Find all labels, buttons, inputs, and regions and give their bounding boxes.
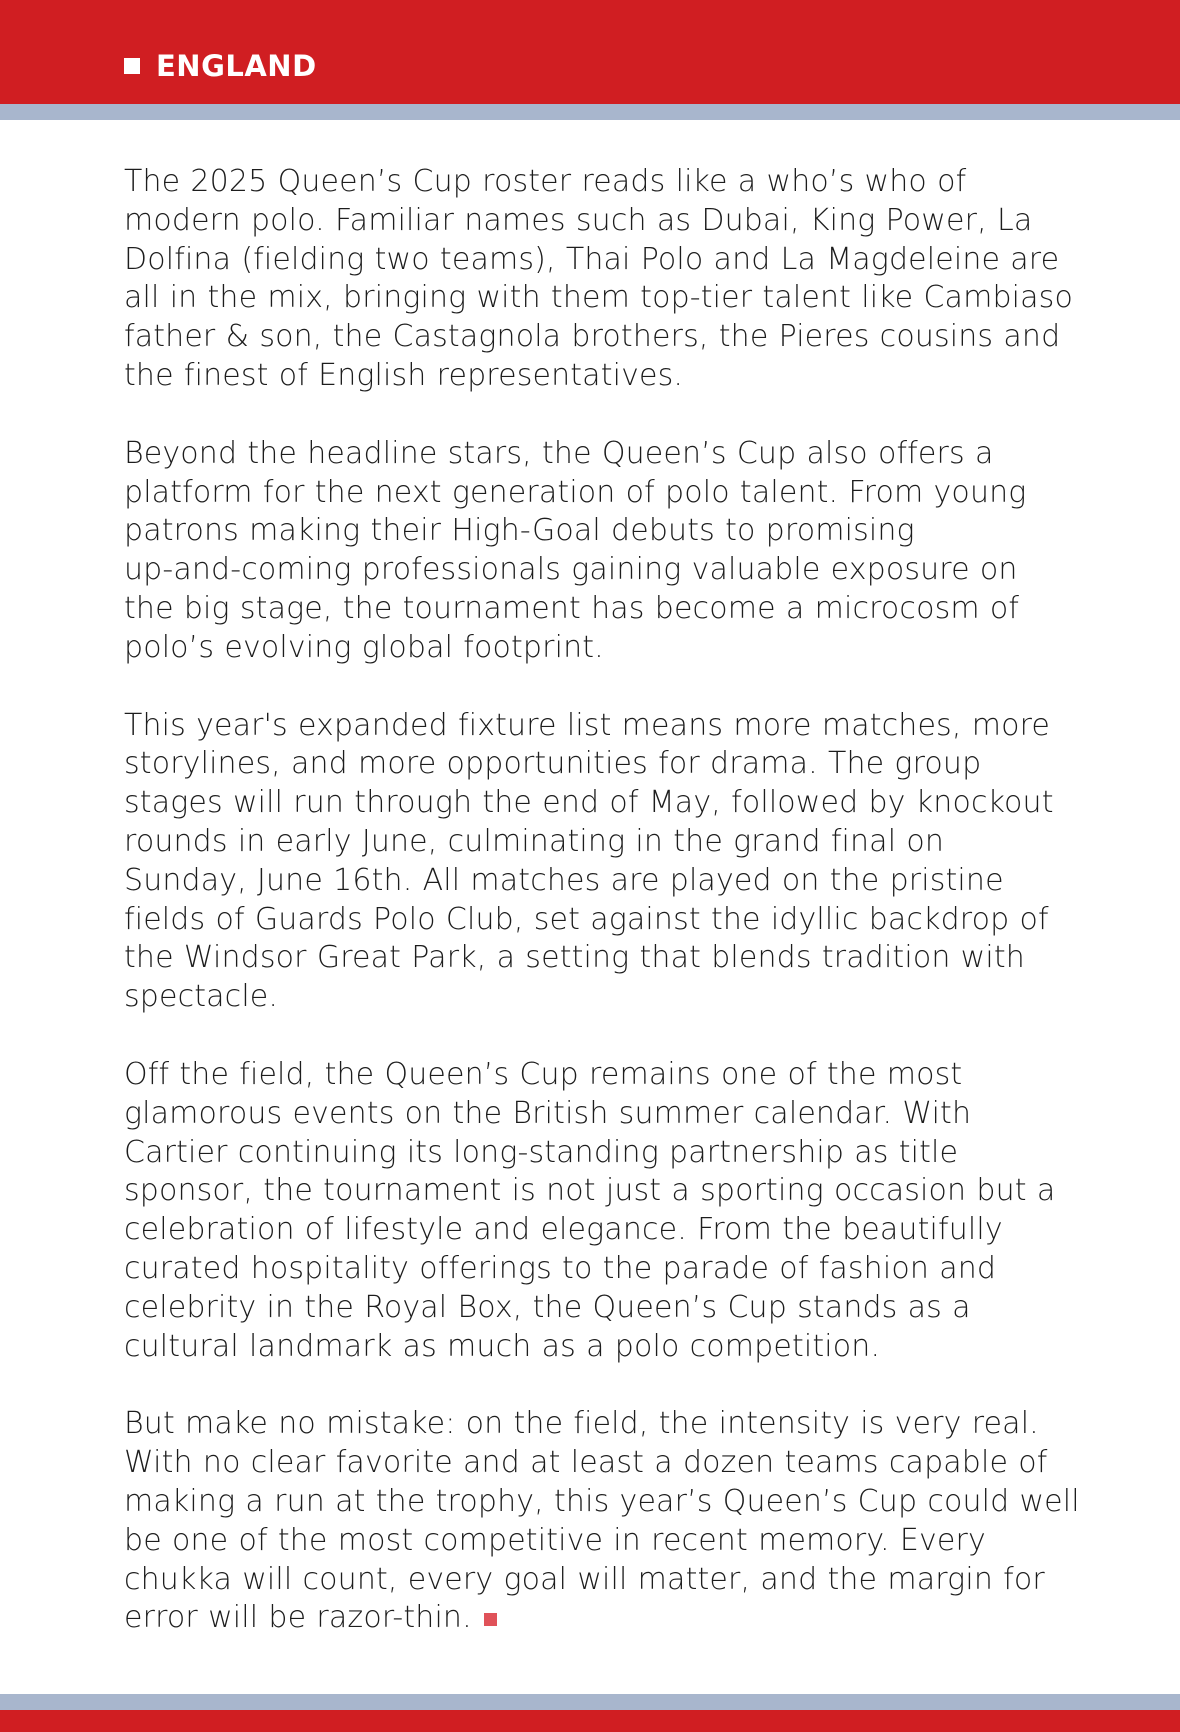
article-body xyxy=(124,163,1084,1677)
paragraph: This year's expanded fixture list means more matches, more storylines, and more opportunities for drama. The group stages will run through the end of May, followed by knockout rounds in early June, culminating in the grand final on Sunday, June 16th. All matches are played on the pristine fields of Guards Polo Club, set against the idyllic backdrop of the Windsor Great Park, a setting that blends tradition with spectacle. xyxy=(124,707,1054,1015)
last-paragraph xyxy=(124,1405,1084,1638)
footer-stripe xyxy=(0,1694,1180,1710)
section-label xyxy=(124,46,317,86)
footer-bar xyxy=(0,1710,1180,1732)
paragraph-text: But make no mistake: on the field, the intensity is very real. With no clear favorite and at least a dozen teams capable of making a run at the trophy, this year’s Queen’s Cup could well be one of the most competitive in recent memory. Every chukka will count, every goal will matter, and the margin for error will be razor-thin. xyxy=(124,1406,1080,1636)
paragraph: Beyond the headline stars, the Queen’s Cup also offers a platform for the next generation of polo talent. From young patrons making their High-Goal debuts to promising up-and-coming professionals gaining valuable exposure on the big stage, the tournament has become a microcosm of polo’s evolving global footprint. xyxy=(124,435,1027,665)
header-bar xyxy=(0,0,1180,104)
paragraph: Off the field, the Queen’s Cup remains one of the most glamorous events on the British summer calendar. With Cartier continuing its long-standing partnership as title sponsor, the tournament is not just a sporting occasion but a celebration of lifestyle and elegance. From the beautifully curated hospitality offerings to the parade of fashion and celebrity in the Royal Box, the Queen’s Cup stands as a cultural landmark as much as a polo competition. xyxy=(124,1056,1056,1364)
header-stripe xyxy=(0,104,1180,120)
section-label-text: ENGLAND xyxy=(156,49,317,83)
square-icon xyxy=(124,58,140,74)
paragraph: The 2025 Queen’s Cup roster reads like a who’s who of modern polo. Familiar names such as Dubai, King Power, La Dolfina (fielding two teams), Thai Polo and La Magdeleine are all in the mix, bringing with them top-tier talent like Cambiaso father & son, the Castagnola brothers, the Pieres cousins and the finest of English representatives. xyxy=(124,164,1073,393)
end-mark-icon xyxy=(484,1613,497,1626)
